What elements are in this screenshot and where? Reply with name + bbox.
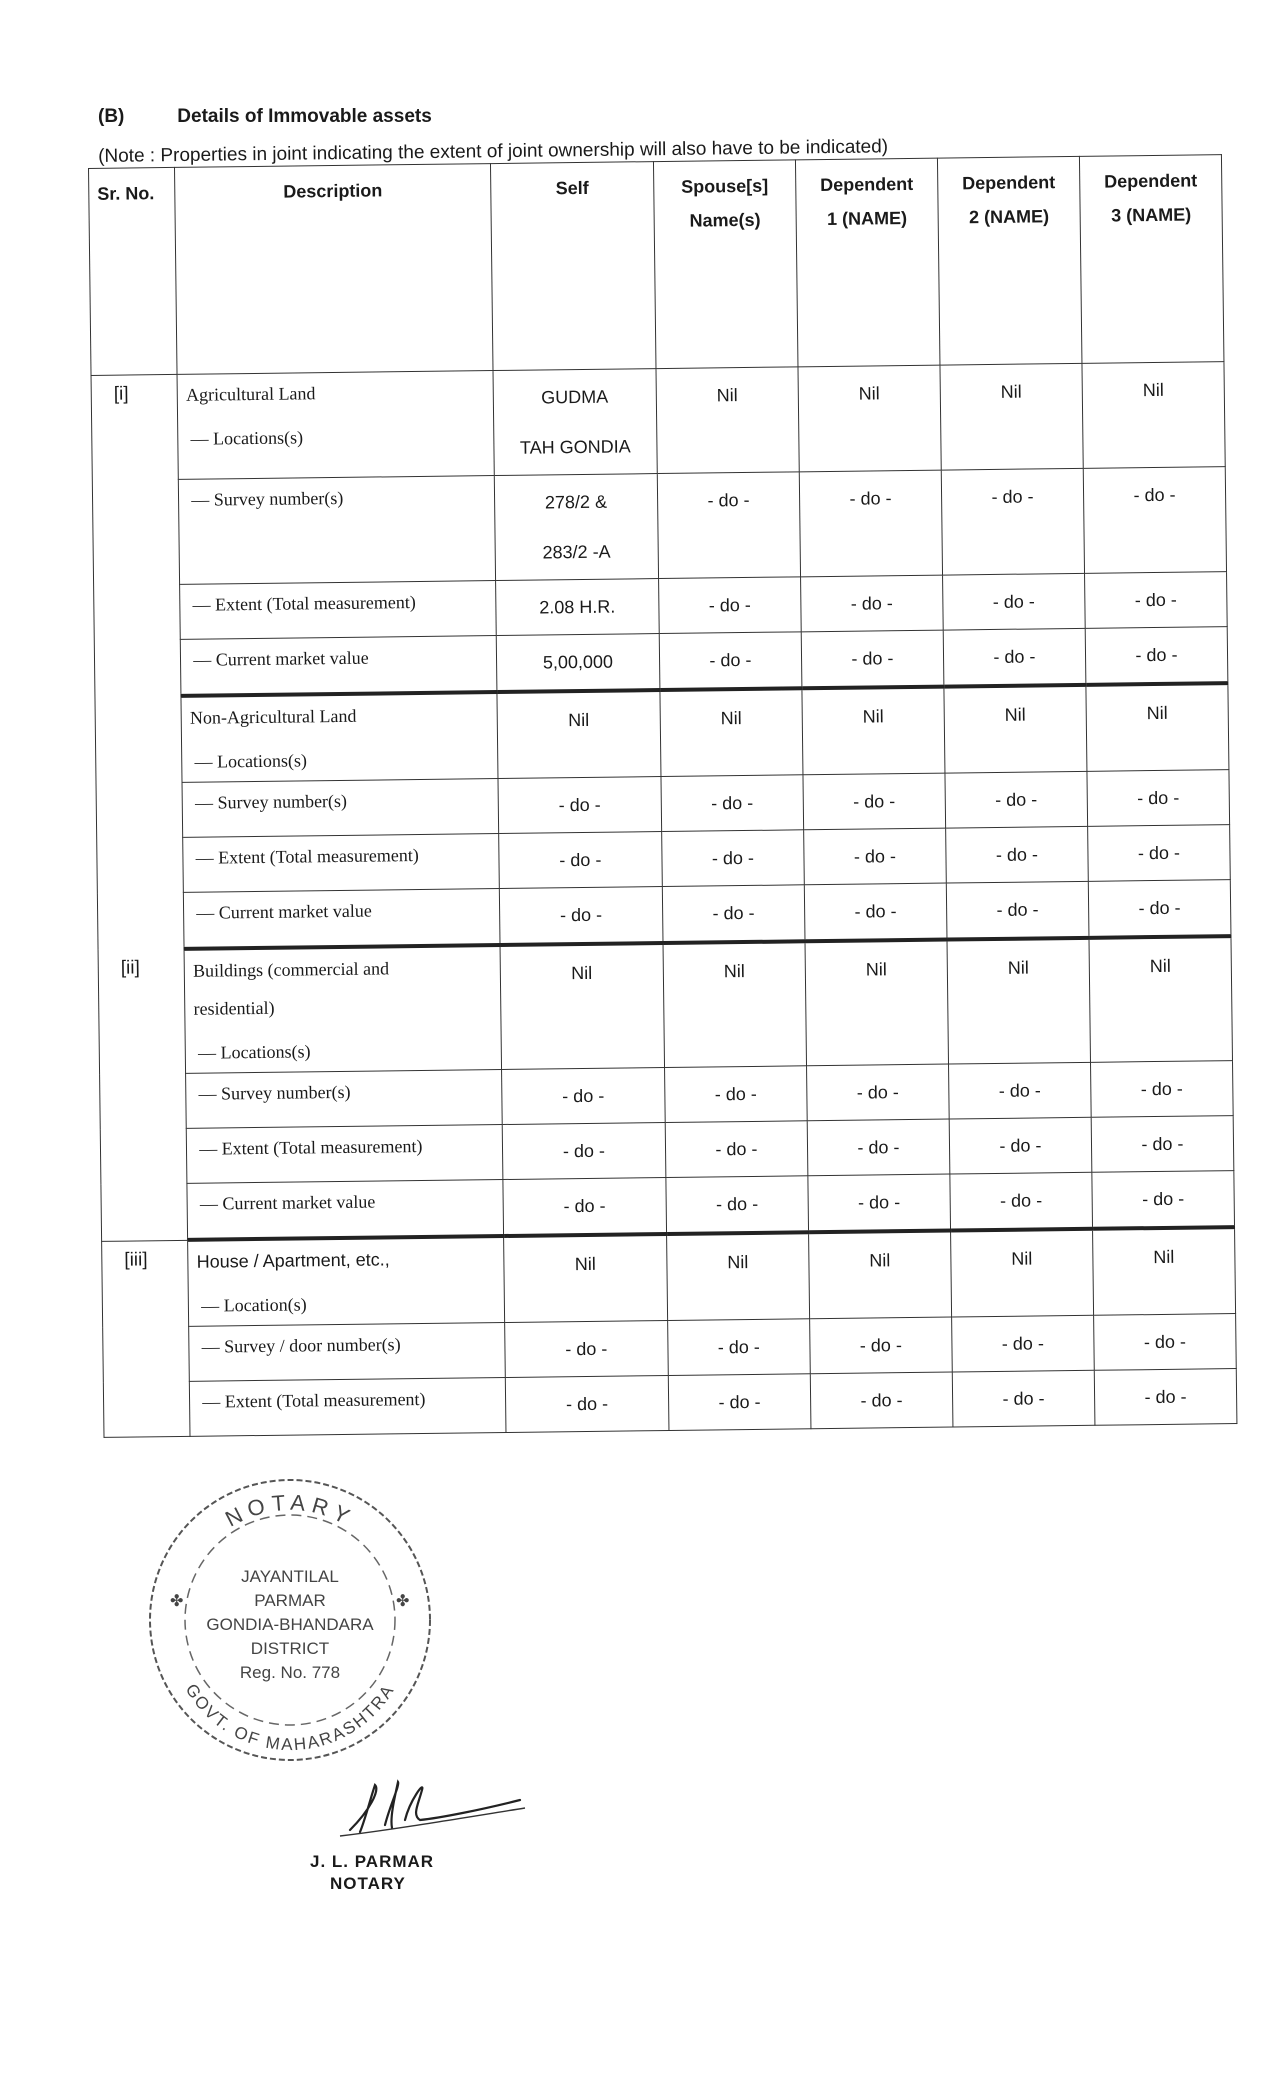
self-cell: Nil [503, 1234, 667, 1322]
stamp-top-arc: NOTARY [221, 1489, 359, 1532]
row-sublabel: — Current market value [189, 644, 488, 672]
self-cell [494, 474, 658, 581]
row-sublabel: — Extent (Total measurement) [192, 842, 491, 870]
row-title: House / Apartment, etc., [196, 1249, 390, 1272]
spouse-cell: - do - [664, 1066, 807, 1123]
stamp-line-5: Reg. No. 778 [239, 1663, 341, 1682]
dependent-cell: Nil [802, 687, 945, 775]
dependent-cell: - do - [1090, 1061, 1233, 1118]
row-sublabel: — Survey number(s) [187, 484, 486, 512]
dependent-cell: - do - [806, 1064, 949, 1121]
header-description: Description [175, 164, 493, 375]
dependent-cell: Nil [947, 938, 1091, 1064]
table-header-row [89, 155, 1224, 376]
dependent-cell: - do - [810, 1372, 953, 1429]
section-note: (Note : Properties in joint indicating the extent of joint ownership will also have to be indicated) [98, 136, 889, 167]
dependent-cell: - do - [1092, 1171, 1235, 1229]
dependent-cell: - do - [801, 630, 944, 688]
stamp-line-2: PARMAR [254, 1591, 326, 1610]
description-cell [186, 1070, 502, 1129]
spouse-cell: - do - [659, 632, 802, 690]
self-cell [493, 369, 657, 476]
row-sublabel: — Current market value [192, 897, 491, 925]
dependent-cell: - do - [949, 1117, 1092, 1174]
sr-no-cell: [iii] [102, 1240, 191, 1438]
dependent-cell: Nil [950, 1229, 1093, 1317]
row-sublabel: — Extent (Total measurement) [188, 589, 487, 617]
section-heading [98, 106, 432, 128]
spouse-cell: Nil [656, 367, 799, 474]
description-cell [183, 834, 499, 893]
row-sublabel: — Extent (Total measurement) [198, 1386, 497, 1414]
section-title: Details of Immovable assets [177, 106, 432, 127]
row-sublabel: — Locations(s) [194, 1037, 493, 1065]
table-row [92, 467, 1226, 586]
description-cell [181, 692, 498, 782]
table-row [98, 936, 1232, 1074]
self-cell: - do - [504, 1321, 668, 1378]
description-cell [190, 1377, 506, 1436]
dependent-cell: - do - [952, 1315, 1095, 1372]
dependent-cell: - do - [952, 1370, 1095, 1427]
row-title: Agricultural Land [185, 383, 316, 405]
spouse-cell: - do - [666, 1176, 809, 1234]
row-title-cont: residential) [193, 997, 275, 1019]
header-dependent-3 [1079, 155, 1224, 364]
dependent-cell: Nil [808, 1231, 951, 1319]
stamp-line-3: GONDIA-BHANDARA [206, 1615, 374, 1634]
row-sublabel: — Locations(s) [186, 423, 485, 451]
stamp-star-right-icon: ✤ [396, 1593, 410, 1610]
table-row [102, 1227, 1236, 1327]
header-dep2-line2: 2 (NAME) [968, 206, 1050, 228]
cell-value: TAH GONDIA [519, 436, 631, 458]
row-sublabel: — Survey number(s) [194, 1078, 493, 1106]
dependent-cell: - do - [1091, 1116, 1234, 1173]
header-dependent-2 [937, 156, 1082, 365]
dependent-cell: - do - [808, 1174, 951, 1232]
dependent-cell: - do - [1094, 1369, 1237, 1426]
dependent-cell: - do - [1087, 770, 1230, 827]
table-row [95, 683, 1229, 783]
self-cell: 2.08 H.R. [495, 579, 659, 636]
dependent-cell: - do - [1088, 825, 1231, 882]
description-cell [181, 636, 497, 696]
spouse-cell: - do - [668, 1319, 811, 1376]
description-cell [182, 779, 498, 838]
dependent-cell: - do - [803, 773, 946, 830]
dependent-cell: - do - [810, 1317, 953, 1374]
header-dependent-1 [795, 158, 940, 367]
description-cell [188, 1236, 505, 1326]
cell-value: 283/2 -A [542, 541, 611, 563]
self-cell: 5,00,000 [496, 634, 660, 692]
dependent-cell: - do - [1085, 627, 1228, 685]
stamp-line-1: JAYANTILAL [241, 1567, 339, 1586]
dependent-cell: - do - [799, 470, 942, 577]
dependent-cell: Nil [1089, 936, 1233, 1062]
description-cell [184, 945, 501, 1073]
header-dep1-line2: 1 (NAME) [826, 207, 908, 229]
dependent-cell: Nil [940, 363, 1083, 470]
self-cell: - do - [498, 777, 662, 834]
dependent-cell: - do - [807, 1119, 950, 1176]
dependent-cell: Nil [805, 940, 949, 1066]
header-spouse-line1: Spouse[s] [681, 175, 769, 197]
row-sublabel: — Survey / door number(s) [198, 1331, 497, 1359]
signatory-name: J. L. PARMAR [310, 1852, 435, 1871]
sr-no-cell: [ii] [98, 949, 188, 1241]
dependent-cell: Nil [1086, 683, 1229, 771]
description-cell [179, 476, 496, 585]
dependent-cell: Nil [1092, 1227, 1235, 1315]
spouse-cell: - do - [661, 775, 804, 832]
self-cell: - do - [503, 1178, 667, 1236]
header-dep1-line1: Dependent [820, 173, 914, 196]
self-cell: - do - [499, 832, 663, 889]
self-cell: - do - [505, 1376, 669, 1433]
row-title: Non-Agricultural Land [189, 705, 357, 728]
description-cell [177, 371, 494, 480]
stamp-bottom-arc: GOVT. OF MAHARASHTRA [181, 1680, 399, 1755]
spouse-cell: - do - [665, 1121, 808, 1178]
dependent-cell: - do - [942, 573, 1085, 630]
dependent-cell: - do - [800, 575, 943, 632]
dependent-cell: - do - [1083, 467, 1226, 574]
dependent-cell: - do - [804, 828, 947, 885]
description-cell [186, 1125, 502, 1184]
description-cell [189, 1322, 505, 1381]
section-label: (B) [98, 106, 125, 127]
self-cell: Nil [497, 690, 661, 778]
dependent-cell: Nil [1082, 362, 1225, 469]
dependent-cell: Nil [798, 365, 941, 472]
self-cell: Nil [500, 943, 665, 1069]
cell-value: 278/2 & [544, 491, 608, 513]
self-cell: - do - [499, 887, 663, 945]
dependent-cell: - do - [950, 1172, 1093, 1230]
dependent-cell: - do - [941, 468, 1084, 575]
dependent-cell: - do - [804, 883, 947, 941]
stamp-star-left-icon: ✤ [170, 1593, 184, 1610]
signature-icon [330, 1770, 530, 1850]
dependent-cell: - do - [948, 1062, 1091, 1119]
stamp-line-4: DISTRICT [250, 1639, 330, 1658]
row-sublabel: — Survey number(s) [191, 787, 490, 815]
self-cell: - do - [502, 1123, 666, 1180]
spouse-cell: - do - [657, 472, 800, 579]
header-dep3-line2: 3 (NAME) [1111, 204, 1192, 226]
spouse-cell: - do - [662, 830, 805, 887]
header-sr-no: Sr. No. [89, 167, 178, 375]
header-spouse [653, 160, 798, 369]
notary-stamp [130, 1470, 450, 1770]
immovable-assets-table [88, 154, 1237, 1438]
row-sublabel: — Location(s) [197, 1290, 496, 1318]
spouse-cell: Nil [666, 1232, 809, 1320]
row-title: Buildings (commercial and [192, 958, 390, 981]
dependent-cell: - do - [1094, 1314, 1237, 1371]
spouse-cell: Nil [663, 941, 807, 1067]
dependent-cell: - do - [943, 628, 1086, 686]
header-dep3-line1: Dependent [1104, 170, 1198, 192]
row-sublabel: — Extent (Total measurement) [195, 1133, 494, 1161]
dependent-cell: - do - [946, 881, 1089, 939]
dependent-cell: - do - [1088, 880, 1231, 938]
header-spouse-line2: Name(s) [689, 209, 761, 231]
dependent-cell: - do - [945, 771, 1088, 828]
spouse-cell: - do - [658, 577, 801, 634]
description-cell [184, 889, 500, 949]
spouse-cell: - do - [662, 885, 805, 943]
spouse-cell: - do - [668, 1374, 811, 1431]
table-row [91, 362, 1225, 481]
sr-no-cell: [i] [91, 374, 181, 697]
self-cell: - do - [501, 1068, 665, 1125]
description-cell [187, 1180, 503, 1240]
description-cell [180, 581, 496, 640]
sr-no-cell [95, 696, 184, 950]
dependent-cell: Nil [944, 685, 1087, 773]
signatory-title: NOTARY [330, 1874, 406, 1893]
cell-value: GUDMA [541, 386, 609, 408]
header-dep2-line1: Dependent [962, 172, 1056, 194]
spouse-cell: Nil [660, 688, 803, 776]
row-sublabel: — Current market value [196, 1188, 495, 1216]
dependent-cell: - do - [1084, 572, 1227, 629]
dependent-cell: - do - [946, 826, 1089, 883]
header-self: Self [490, 162, 656, 371]
row-sublabel: — Locations(s) [190, 746, 489, 774]
